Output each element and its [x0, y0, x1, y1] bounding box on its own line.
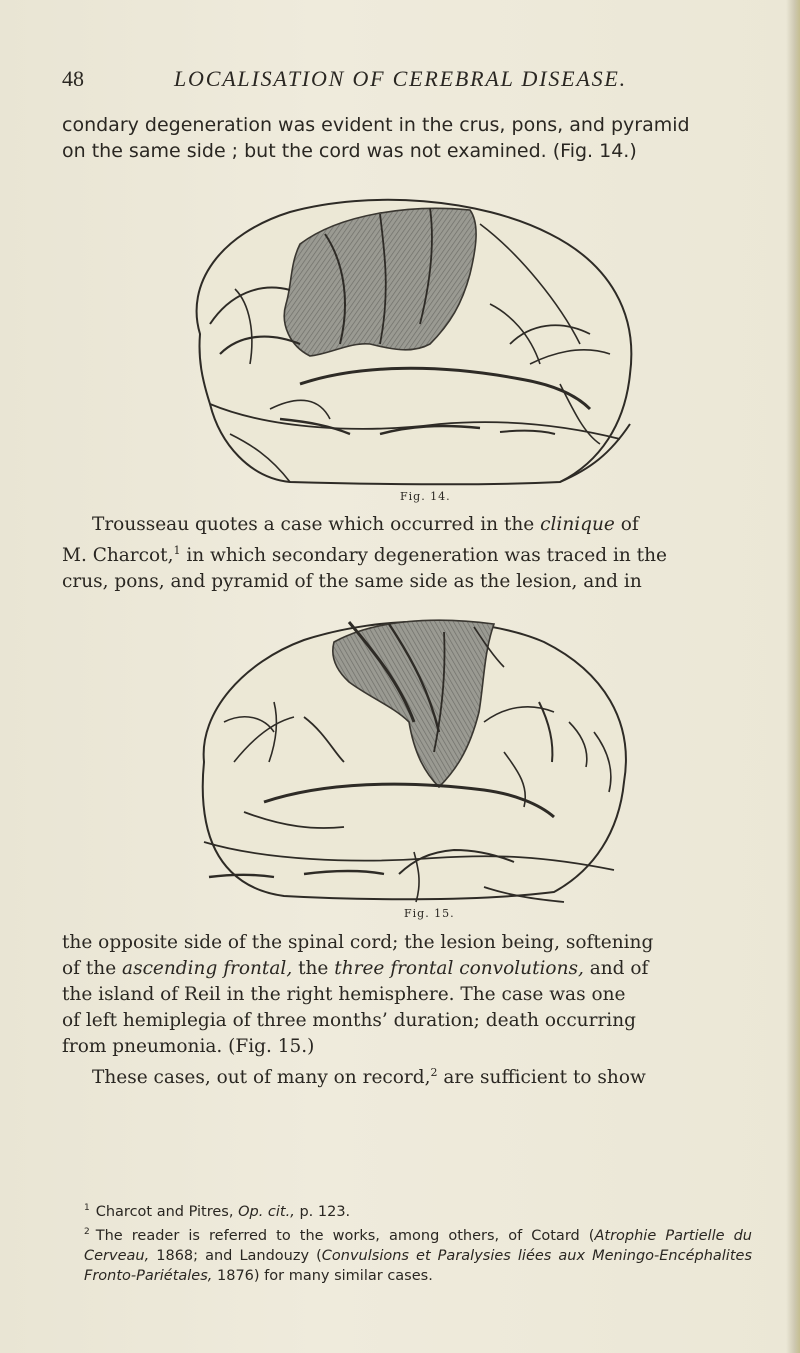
footnote-ref: 1 [173, 544, 181, 557]
paragraph-continuation [62, 112, 747, 164]
footnotes [62, 1198, 752, 1286]
figure-15-caption: Fig. 15. [404, 907, 455, 920]
text-line: condary degeneration was evident in the crus, pons, and pyramid [62, 114, 690, 136]
text-line: crus, pons, and pyramid of the same side as the lesion, and in [62, 571, 642, 593]
text-line: of the ascending frontal, the three frontal convolutions, and of [62, 958, 649, 979]
text-line: These cases, out of many on record,$^2$ are sufficient to show [92, 1066, 646, 1089]
footnote-ref: 2 [430, 1066, 438, 1079]
figure-14-caption: Fig. 14. [400, 490, 451, 503]
text-line: of left hemiplegia of three months’ duration; death occurring [62, 1010, 636, 1031]
text-line: the opposite side of the spinal cord; the lesion being, softening [62, 932, 654, 953]
text-line: M. Charcot,$^1$ in which secondary degeneration was traced in the [62, 544, 667, 567]
paragraph-trousseau [62, 512, 747, 595]
page-number: 48 [62, 66, 84, 91]
italic-term: three frontal convolutions, [334, 958, 584, 979]
text-line: from pneumonia. (Fig. 15.) [62, 1036, 315, 1057]
paragraph-opposite-side [62, 930, 747, 1091]
footnote-2: $^2$ The reader is referred to the works, among others, of Cotard (Atrophie Partielle du Cerveau, 1868; and Landouzy (Convulsions et Paralysies liées aux Meningo-Encéphalites Fronto-Pariétales, 1876) for many similar cases. [84, 1226, 753, 1284]
text-line: the island of Reil in the right hemisphere. The case was one [62, 984, 626, 1005]
text-line: Trousseau quotes a case which occurred in the clinique of [92, 514, 639, 535]
brain-lateral-view-fig15 [184, 612, 644, 904]
figure-14-brain-illustration [180, 194, 650, 486]
italic-term: ascending frontal, [122, 958, 293, 979]
page-header [62, 66, 662, 98]
brain-lateral-view-fig14 [180, 194, 650, 486]
italic-term: clinique [540, 514, 615, 535]
running-title: LOCALISATION OF CEREBRAL DISEASE. [174, 66, 627, 91]
figure-15-brain-illustration [184, 612, 644, 904]
footnote-1: $^1$ Charcot and Pitres, Op. cit., p. 123. [84, 1203, 351, 1220]
page-edge-shadow [786, 0, 800, 1353]
text-line: on the same side ; but the cord was not examined. (Fig. 14.) [62, 140, 637, 162]
